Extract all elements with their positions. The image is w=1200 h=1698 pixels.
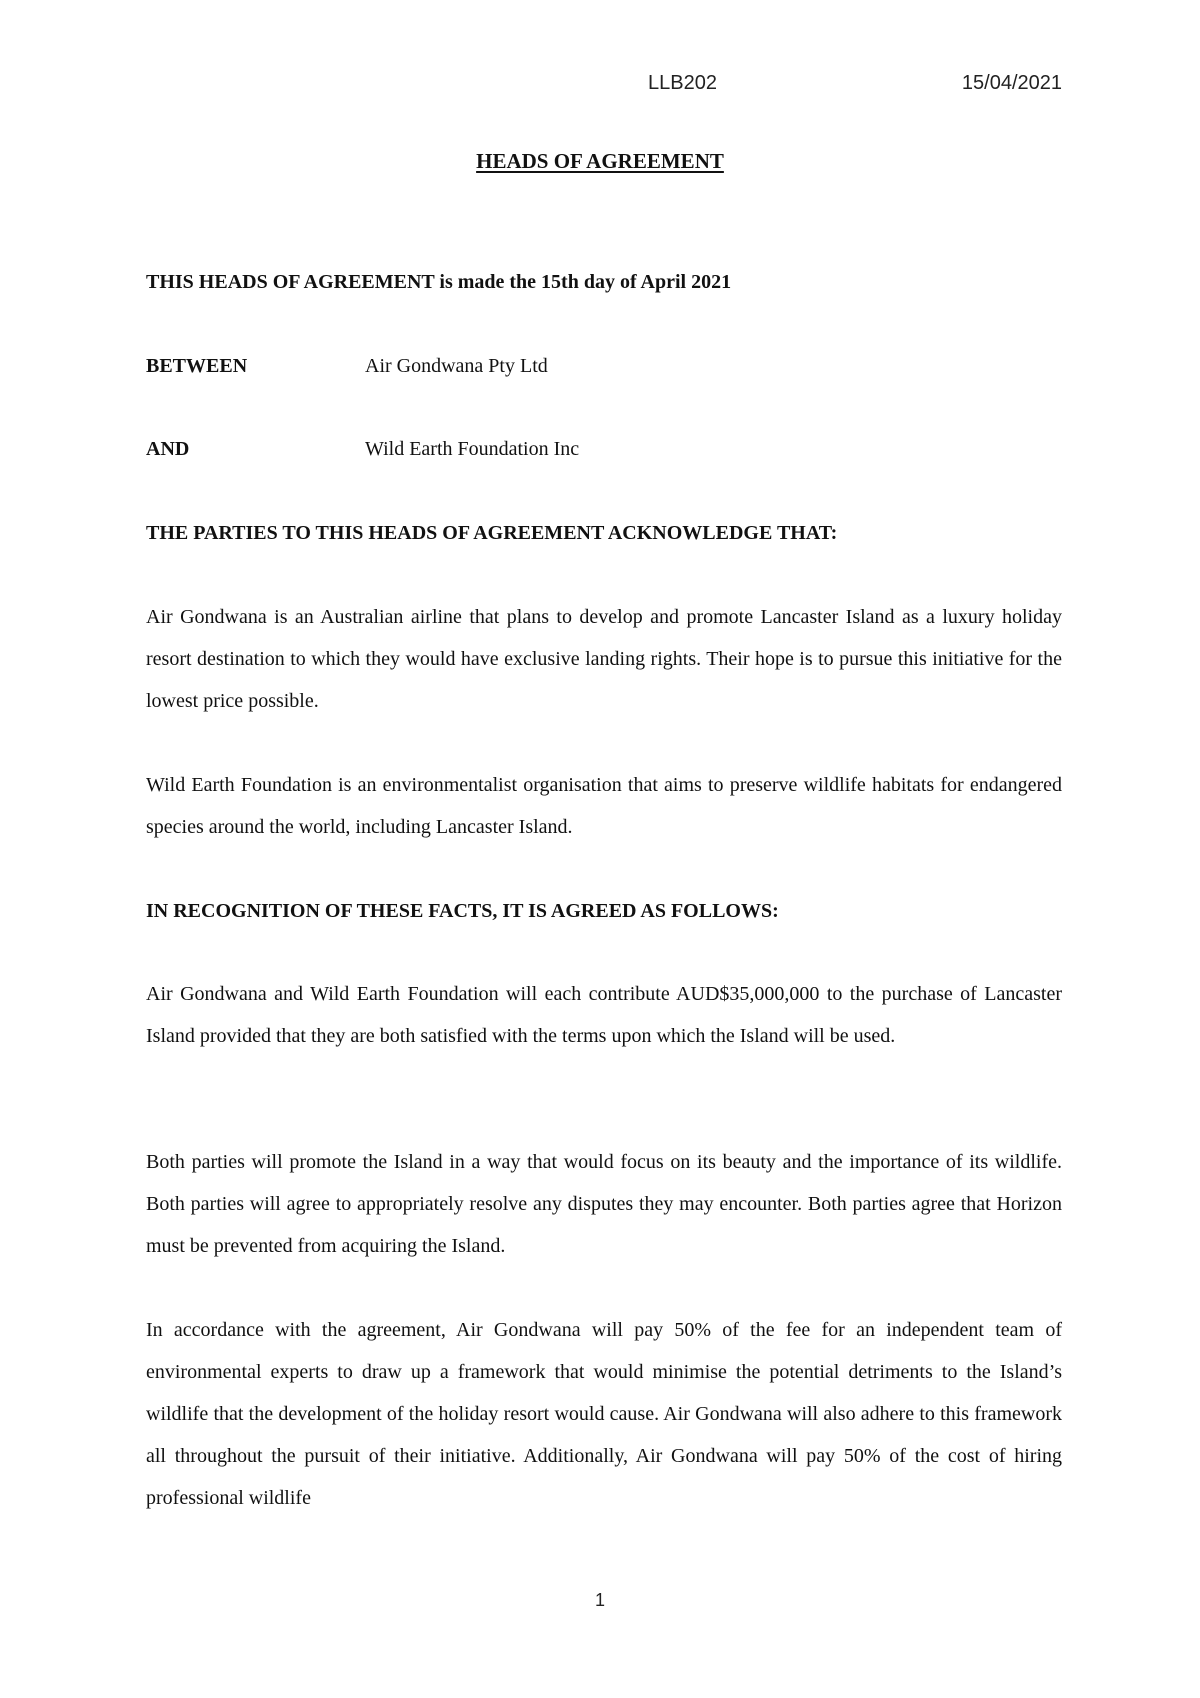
party-label-and: AND <box>146 438 190 460</box>
acknowledgement-paragraph: Air Gondwana is an Australian airline that plans to develop and promote Lancaster Island as a luxury holiday resort destination to which they would have exclusive landing rights. Their hope is to pursue this initiative for the lowest price possible. <box>146 606 1062 712</box>
page-number: 1 <box>594 1590 605 1610</box>
party-name-second: Wild Earth Foundation Inc <box>365 438 580 460</box>
agreement-paragraph: Both parties will promote the Island in a way that would focus on its beauty and the importance of its wildlife. Both parties will agree to appropriately resolve any disputes they may encounter. Both parties agree that Horizon must be prevented from acquiring the Island. <box>146 1151 1062 1257</box>
agreement-paragraph: In accordance with the agreement, Air Gondwana will pay 50% of the fee for an independent team of environmental experts to draw up a framework that would minimise the potential detriments to the Island’s wildlife that the development of the holiday resort would cause. Air Gondwana will also adhere to this framework all throughout the pursuit of their initiative. Additionally, Air Gondwana will pay 50% of the cost of hiring professional wildlife <box>146 1319 1062 1509</box>
acknowledgement-paragraph: Wild Earth Foundation is an environmentalist organisation that aims to preserve wildlife habitats for endangered species around the world, including Lancaster Island. <box>146 774 1062 838</box>
agreement-intro: THIS HEADS OF AGREEMENT is made the 15th day of April 2021 <box>146 271 732 293</box>
acknowledge-heading: THE PARTIES TO THIS HEADS OF AGREEMENT ACKNOWLEDGE THAT: <box>146 522 838 544</box>
header-date: 15/04/2021 <box>961 72 1062 94</box>
agreed-heading: IN RECOGNITION OF THESE FACTS, IT IS AGREED AS FOLLOWS: <box>146 900 779 922</box>
party-name-first: Air Gondwana Pty Ltd <box>365 355 548 377</box>
document-title: HEADS OF AGREEMENT <box>476 149 724 173</box>
agreement-paragraph: Air Gondwana and Wild Earth Foundation will each contribute AUD$35,000,000 to the purchase of Lancaster Island provided that they are both satisfied with the terms upon which the Island will be used. <box>146 983 1062 1047</box>
party-label-between: BETWEEN <box>146 355 248 377</box>
header-course-code: LLB202 <box>648 72 717 94</box>
